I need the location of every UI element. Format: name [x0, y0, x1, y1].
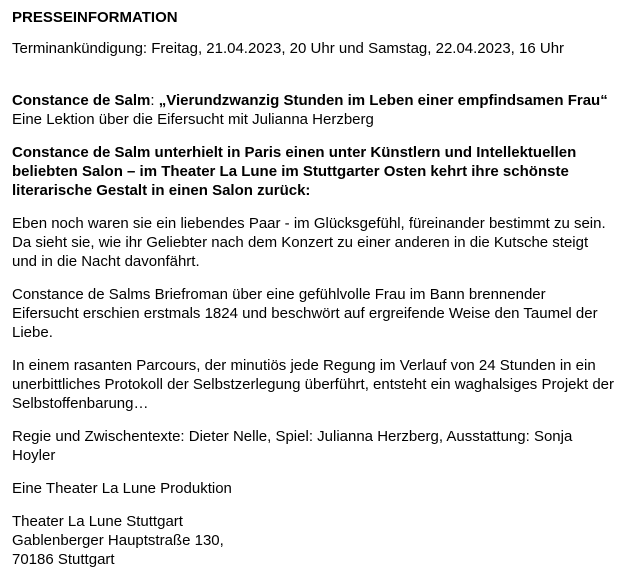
event-dates: Terminankündigung: Freitag, 21.04.2023, 20 Uhr und Samstag, 22.04.2023, 16 Uhr	[12, 40, 565, 57]
document-heading: PRESSEINFORMATION	[12, 9, 178, 26]
body-paragraph-3: In einem rasanten Parcours, der minutiös jede Regung im Verlauf von 24 Stunden in ein unerbittliches Protokoll der Selbstzerlegung überführt, entsteht ein waghalsiges Projekt der Selbstoffenbarung…	[12, 357, 615, 412]
body-paragraph-1: Eben noch waren sie ein liebendes Paar - im Glücksgefühl, füreinander bestimmt zu sein. Da sieht sie, wie ihr Geliebter nach dem Konzert zu einer anderen in die Kutsche steigt und in die Nacht davonfährt.	[12, 215, 606, 270]
body-paragraph-2: Constance de Salms Briefroman über eine gefühlvolle Frau im Bann brennender Eifersucht erschien erstmals 1824 und beschwört auf ergreifende Weise den Taumel der Liebe.	[12, 286, 598, 341]
lead-paragraph: Constance de Salm unterhielt in Paris einen unter Künstlern und Intellektuellen beliebten Salon – im Theater La Lune im Stuttgarter Osten kehrt ihre schönste literarische Gestalt in einen Salon zurück:	[12, 144, 577, 199]
venue-address	[12, 512, 614, 569]
venue-city: 70186 Stuttgart	[12, 551, 115, 568]
title-author: Constance de Salm	[12, 92, 151, 109]
production-line: Eine Theater La Lune Produktion	[12, 480, 232, 497]
credits-paragraph: Regie und Zwischentexte: Dieter Nelle, Spiel: Julianna Herzberg, Ausstattung: Sonja Hoyler	[12, 428, 573, 464]
title-work: „Vierundzwanzig Stunden im Leben einer empfindsamen Frau“	[158, 92, 608, 109]
event-title	[12, 91, 614, 129]
venue-name: Theater La Lune Stuttgart	[12, 513, 183, 530]
title-subtitle: Eine Lektion über die Eifersucht mit Julianna Herzberg	[12, 111, 374, 128]
title-separator: :	[150, 92, 159, 109]
venue-street: Gablenberger Hauptstraße 130,	[12, 532, 224, 549]
